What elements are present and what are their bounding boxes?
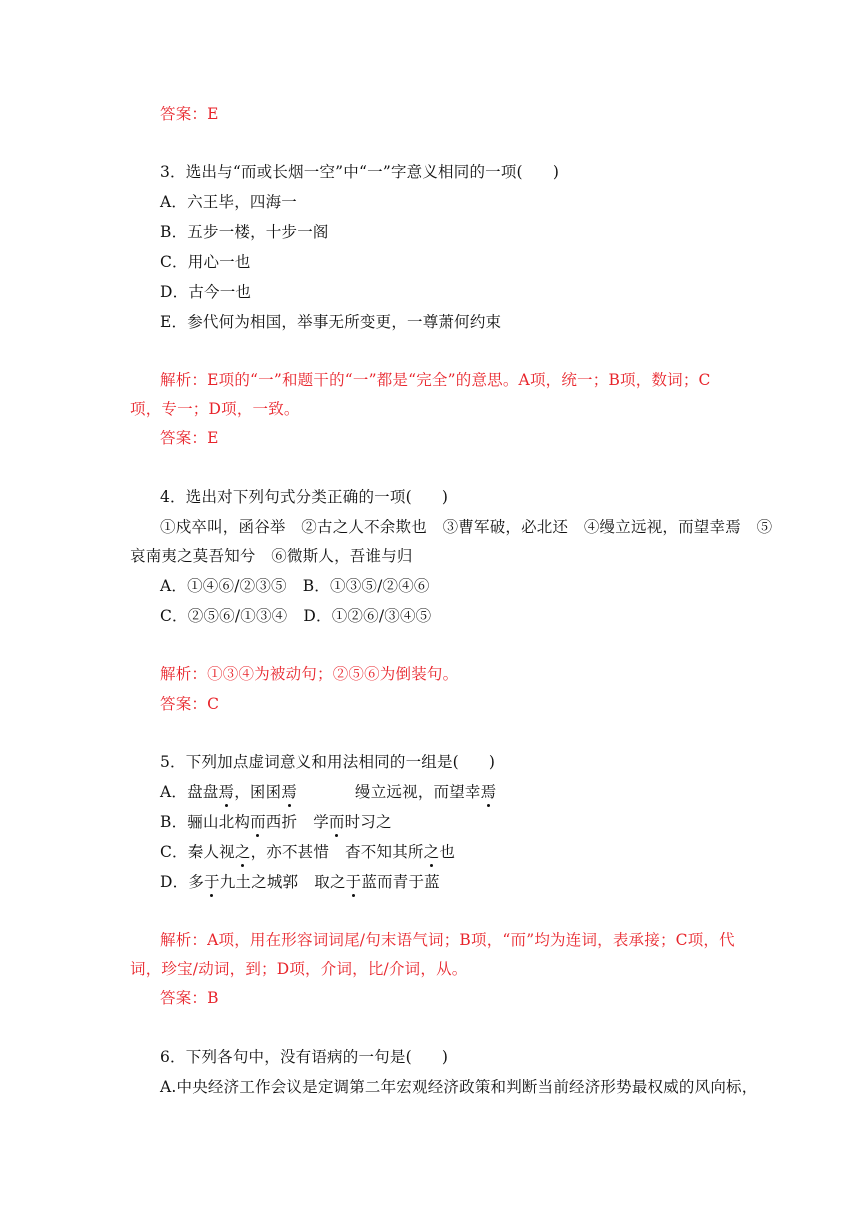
q5-a-text: A．盘盘: [160, 783, 219, 801]
q5-c-second-post: 也: [439, 843, 456, 861]
q3-option-b: B．五步一楼，十步一阁: [160, 223, 329, 241]
q6-option-a: A.中央经济工作会议是定调第二年宏观经济政策和判断当前经济形势最权威的风向标，: [160, 1078, 758, 1096]
q3-stem-close: ): [552, 163, 560, 181]
q5-answer: 答案：B: [160, 989, 219, 1007]
q5-b-dotted-word-2: 而: [328, 813, 345, 831]
q3-option-d: D．古今一也: [160, 283, 252, 301]
q5-option-d: [160, 872, 440, 892]
q5-a-dotted-word-3: 焉: [480, 783, 497, 801]
q4-stem: [160, 487, 448, 507]
q6-stem-text: 6．下列各句中，没有语病的一句是(: [160, 1048, 412, 1066]
q5-c-text-post: ，亦不甚惜: [250, 843, 330, 861]
q4-sentences-line2: 哀南夷之莫吾知兮 ⑥微斯人，吾谁与归: [130, 547, 413, 565]
q5-d-text-post: 九土之城郭: [219, 873, 299, 891]
q5-stem: [160, 752, 495, 772]
q5-b-second-pre: 学: [313, 813, 329, 831]
q5-stem-text: 5．下列加点虚词意义和用法相同的一组是(: [160, 753, 459, 771]
q5-a-second-text: 缦立远视，而望幸: [355, 783, 481, 801]
q6-stem: [160, 1047, 448, 1067]
q3-stem: [160, 162, 559, 182]
q5-analysis-line2: 词，珍宝/动词，到；D项，介词，比/介词，从。: [130, 960, 468, 978]
q4-option-c: C．②⑤⑥/①③④: [160, 607, 288, 625]
q5-c-second-pre: 杳不知其所: [345, 843, 424, 861]
q4-options-ab: [160, 576, 430, 596]
q5-d-second-post: 蓝而青于蓝: [361, 873, 440, 891]
q3-stem-text: 3．选出与“而或长烟一空”中“一”字意义相同的一项(: [160, 163, 523, 181]
q3-option-e: E．参代何为相国，举事无所变更，一尊萧何约束: [160, 313, 502, 331]
q5-option-c: [160, 842, 455, 862]
q3-analysis-line2: 项，专一；D项，一致。: [130, 400, 300, 418]
q4-stem-text: 4．选出对下列句式分类正确的一项(: [160, 488, 412, 506]
q5-analysis-line1: 解析：A项，用在形容词词尾/句末语气词；B项，“而”均为连词，表承接；C项，代: [160, 931, 735, 949]
q4-stem-close: ): [441, 488, 449, 506]
q3-option-c: C．用心一也: [160, 253, 251, 271]
q5-c-text: C．秦人视: [160, 843, 235, 861]
q6-stem-close: ): [441, 1048, 449, 1066]
q5-stem-close: ): [488, 753, 496, 771]
q4-options-cd: [160, 606, 431, 626]
q4-answer: 答案：C: [160, 695, 220, 713]
q5-d-dotted-word-1: 于: [204, 873, 220, 891]
q5-option-b: [160, 812, 392, 832]
q3-analysis-line1: 解析：E项的“一”和题干的“一”都是“完全”的意思。A项，统一；B项，数词；C: [160, 371, 711, 389]
q4-analysis: 解析：①③④为被动句；②⑤⑥为倒装句。: [160, 665, 459, 683]
q5-b-dotted-word-1: 而: [250, 813, 266, 831]
q3-answer: 答案：E: [160, 429, 219, 447]
q5-a-text-mid: ，囷囷: [234, 783, 282, 801]
q5-b-text: B．骊山北构: [160, 813, 251, 831]
q5-d-dotted-word-2: 于: [345, 873, 362, 891]
q5-c-dotted-word-2: 之: [423, 843, 440, 861]
q5-a-dotted-word-1: 焉: [218, 783, 235, 801]
q5-a-dotted-word-2: 焉: [281, 783, 298, 801]
q4-option-b: B．①③⑤/②④⑥: [302, 577, 430, 595]
q4-option-a: A．①④⑥/②③⑤: [160, 577, 287, 595]
answer-prev: 答案：E: [160, 105, 219, 123]
q5-option-a: [160, 782, 496, 802]
q3-option-a: A．六王毕，四海一: [160, 193, 297, 211]
q4-option-d: D．①②⑥/③④⑤: [303, 607, 432, 625]
q5-b-text-post: 西折: [265, 813, 298, 831]
q5-d-text: D．多: [160, 873, 205, 891]
q5-d-second-pre: 取之: [314, 873, 346, 891]
q4-sentences-line1: ①戍卒叫，函谷举 ②古之人不余欺也 ③曹军破，必北还 ④缦立远视，而望幸焉 ⑤: [160, 518, 773, 536]
q5-b-second-post: 时习之: [344, 813, 392, 831]
q5-c-dotted-word-1: 之: [234, 843, 251, 861]
